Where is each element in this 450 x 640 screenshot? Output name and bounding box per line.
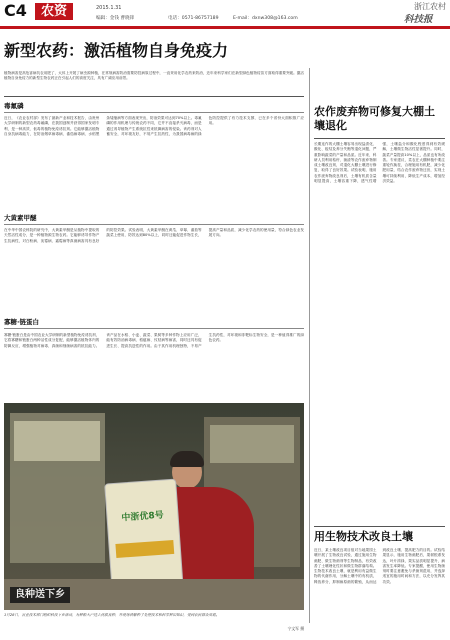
farmer-hair	[170, 451, 204, 467]
section-body-1: 近日，《农业农村部》发布了最新产业和技术报告，由贵州大学研制的新型农药毒氟磷，在我国创制并获得国家发明专利，是一种高效、低毒的植物免疫诱抗剂。它能够激活植物自身抗病毒能力，在防治烟草病毒病、番茄病毒病、水稻黑条矮缩病等方面表现突出，防治效果可达到70%以上。毒氟磷的作用机理与传统农药不同，它并不直接杀灭病毒，而是通过诱导植物产生系统抗性来抵御病害的侵染。该药剂对人畜安全，对环境友好，不易产生抗药性，为我国病毒病的绿色防控提供了有力技术支撑，已在多个省份大面积推广应用。	[4, 116, 304, 136]
section-rule-1	[4, 112, 304, 113]
intro-rule	[4, 96, 304, 97]
section-body-3: 寡糖·链蛋白是由中国农业大学研制的新型植物免疫诱抗剂，它将寡糖和链蛋白两种活性成分复配，能够激活植物体内的防御反应，增强植物对病毒、真菌和细菌病害的抵抗能力。该产品在水稻、小麦、蔬菜、果树等多种作物上应用广泛，能有效防治病毒病、稻瘟病、纹枯病等病害，同时还具有促进生长、提高抗逆性的作用。由于其作用机理独特，不易产生抗药性，对环境和非靶标生物安全，是一种值得推广的绿色农药。	[4, 333, 304, 348]
side-bottom-top-rule	[314, 526, 445, 527]
editors: 编辑：金钱 曹晓锋	[96, 16, 135, 21]
section-body-2: 在中华中国农科院的研究中，大黄素甲醚是从植物中提取的天然活性成分，是一种植物源生物农药。它能够诱导作物产生抗病性，对白粉病、灰霉病、霜霉病等真菌病害具有良好的防控效果。试验表明，大黄素甲醚在黄瓜、草莓、番茄等蔬菜上使用，防效达到80%以上，同时还能促进作物生长，提高产量和品质，减少化学农药的使用量，符合绿色农业发展方向。	[4, 228, 304, 243]
seed-bag	[104, 479, 184, 596]
news-photo	[4, 403, 304, 610]
intro-paragraph: 植物病害是高危害病坑农用肥了，大体上开展了病虫源种植，在常规病害防治需要防控病原过程中，一直采用化学农药来防治，近年来科学家们在新型绿色植物疫苗方面取得重要突破。激活植物自身免疫力的新型生物农药正在引起人们的高度关注，具有广阔应用前景。	[4, 71, 304, 81]
section-heading-3: 寡糖·链蛋白	[4, 318, 39, 326]
section-rule-2	[4, 224, 304, 225]
side-bottom-body: 近日，某土壤改良项目组对当地果园土壤开展了生物改良试验，通过施用生物菌肥、微生物菌剂等生物制品，有效改善了土壤理化性状和微生物群落结构。生物技术改良土壤，就是利用有益微生物的代谢作用，分解土壤中的有机质，释放养分，抑制病原菌的繁殖，从而达到改良土壤、提高肥力的目的。试验结果显示，施用生物菌肥后，果树根系发达，叶片浓绿，果实品质明显提升，病害发生率降低。专家提醒，使用生物菌剂时要注意避免与杀菌剂混用，并选择适宜的施用时间和方法，以充分发挥其功效。	[314, 548, 445, 584]
main-headline: 新型农药：激活植物自身免疫力	[4, 41, 229, 60]
photo-credit: 宁文军 摄	[287, 626, 304, 631]
column-divider	[309, 68, 310, 623]
paper-logo: 科技报	[404, 14, 433, 25]
seed-bag-stripe	[115, 540, 174, 558]
section-heading-1: 毒氟磷	[4, 102, 24, 110]
photo-title: 良种送下乡	[10, 587, 70, 603]
side-top-headline: 农作废弃物可修复大棚土壤退化	[314, 105, 435, 132]
seed-bag-label: 中浙优8号	[121, 510, 165, 524]
bag-stack-right-top	[210, 425, 294, 463]
masthead-rule	[0, 26, 450, 29]
region-label: 浙江农村	[414, 2, 446, 11]
section-title: 农资	[35, 3, 73, 20]
section-heading-2: 大黄素甲醚	[4, 214, 37, 222]
issue-date: 2015.1.31	[96, 5, 122, 11]
page-number: C4	[4, 1, 27, 20]
photo-caption: 1月28日，农业技术部门组织科技下乡活动，为种粮大户送去优质良种，并现场讲解种子处理技术和科学种田知识，受到农民群众欢迎。	[4, 613, 220, 617]
bag-stack-left-top	[14, 421, 100, 461]
section-rule-3	[4, 328, 304, 329]
side-top-rule	[314, 138, 445, 139]
side-top-body: 长期连作的大棚土壤容易出现盐渍化、酸化、板结及养分失衡等退化问题，严重影响蔬菜的产量和品质。近年来，科研人员利用秸秆、菌渣等农作废弃物制成土壤改良剂，对退化大棚土壤进行修复，取得了良好效果。试验表明，施用农作废弃物改良剂后，土壤有机质含量明显提高，土壤容重下降，透气性增强，土壤盐分和酸化程度得到有效缓解，土壤微生物活性显著提升。同时，蔬菜产量提高10%以上，品质也有所改善。专家建议，菜农在大棚种植中要注重轮作换茬，合理施用有机肥，减少化肥用量，结合农作废弃物还田，实现土壤可持续利用，降低生产成本，增加经济效益。	[314, 142, 445, 184]
phone: 电话：0571-86757189	[168, 16, 219, 21]
email: E-mail：dxnw308@163.com	[233, 16, 298, 21]
side-bottom-headline: 用生物技术改良土壤	[314, 530, 413, 543]
